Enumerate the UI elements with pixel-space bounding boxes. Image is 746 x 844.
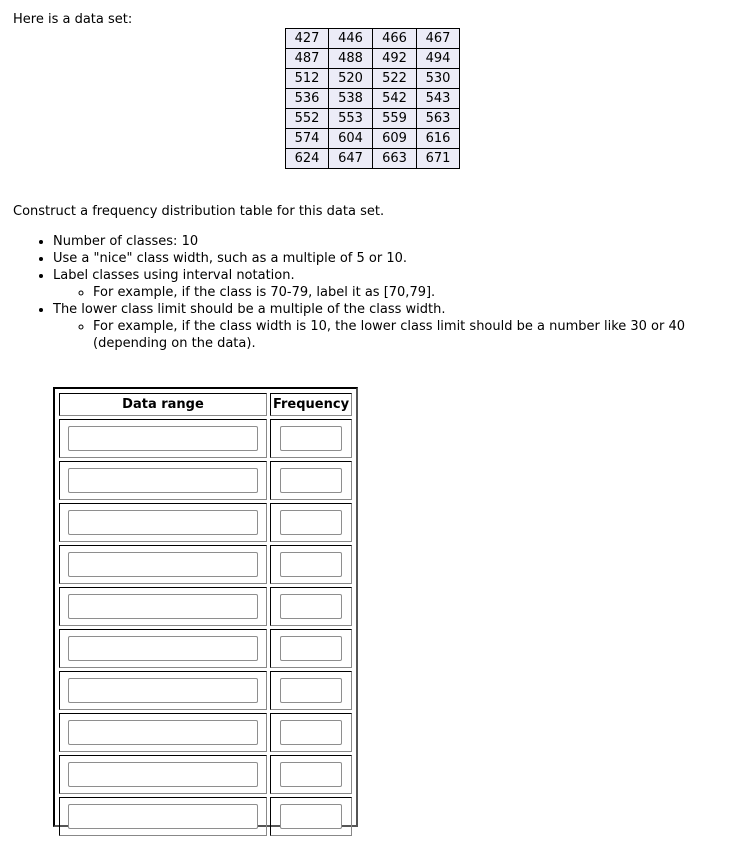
header-data-range: Data range xyxy=(59,393,267,416)
frequency-input[interactable] xyxy=(280,594,342,619)
data-set-table xyxy=(285,28,460,169)
data-range-cell xyxy=(59,629,267,668)
data-range-input[interactable] xyxy=(68,426,258,451)
data-range-input[interactable] xyxy=(68,468,258,493)
data-range-input[interactable] xyxy=(68,510,258,535)
frequency-cell xyxy=(270,461,352,500)
frequency-table-row xyxy=(59,629,352,668)
data-set-row xyxy=(286,29,460,49)
frequency-table-row xyxy=(59,545,352,584)
data-set-cell: 538 xyxy=(329,89,373,109)
bullet-lower-class-limit-text: The lower class limit should be a multiple of the class width. xyxy=(53,302,446,317)
frequency-cell xyxy=(270,503,352,542)
bullet-class-width: • Use a "nice" class width, such as a multiple of 5 or 10. xyxy=(53,250,738,267)
frequency-input[interactable] xyxy=(280,468,342,493)
frequency-table-row xyxy=(59,755,352,794)
data-range-input[interactable] xyxy=(68,594,258,619)
frequency-cell xyxy=(270,587,352,626)
data-set-cell: 543 xyxy=(417,89,460,109)
data-range-input[interactable] xyxy=(68,678,258,703)
frequency-table xyxy=(56,390,355,839)
frequency-cell xyxy=(270,671,352,710)
data-range-cell xyxy=(59,671,267,710)
data-range-cell xyxy=(59,587,267,626)
data-set-cell: 520 xyxy=(329,69,373,89)
data-range-input[interactable] xyxy=(68,804,258,829)
label-classes-sublist xyxy=(53,284,738,301)
frequency-table-row xyxy=(59,419,352,458)
data-set-row xyxy=(286,89,460,109)
data-set-cell: 553 xyxy=(329,109,373,129)
frequency-table-row xyxy=(59,671,352,710)
lower-limit-sublist xyxy=(53,318,738,352)
frequency-cell xyxy=(270,545,352,584)
frequency-input[interactable] xyxy=(280,426,342,451)
data-set-cell: 492 xyxy=(373,49,417,69)
data-range-cell xyxy=(59,797,267,836)
frequency-input[interactable] xyxy=(280,510,342,535)
frequency-table-header-row xyxy=(59,393,352,416)
data-set-cell: 530 xyxy=(417,69,460,89)
frequency-cell xyxy=(270,755,352,794)
frequency-table-frame xyxy=(53,387,358,827)
frequency-cell xyxy=(270,797,352,836)
intro-text: Here is a data set: xyxy=(13,12,133,27)
data-set-cell: 512 xyxy=(286,69,329,89)
frequency-cell xyxy=(270,713,352,752)
frequency-input[interactable] xyxy=(280,552,342,577)
data-range-input[interactable] xyxy=(68,720,258,745)
sub-bullet-lower-example: ◦ For example, if the class width is 10, the lower class limit should be a number like 30 or 40 (depending on the data). xyxy=(93,318,738,352)
data-range-input[interactable] xyxy=(68,636,258,661)
data-set-cell: 536 xyxy=(286,89,329,109)
data-range-cell xyxy=(59,503,267,542)
frequency-input[interactable] xyxy=(280,636,342,661)
data-set-cell: 563 xyxy=(417,109,460,129)
frequency-input[interactable] xyxy=(280,720,342,745)
instructions xyxy=(13,203,738,352)
data-range-cell xyxy=(59,461,267,500)
data-range-input[interactable] xyxy=(68,552,258,577)
sub-bullet-label-example: ◦ For example, if the class is 70-79, label it as [70,79]. xyxy=(93,284,738,301)
instructions-lead: Construct a frequency distribution table for this data set. xyxy=(13,204,385,219)
data-set-cell: 427 xyxy=(286,29,329,49)
frequency-input[interactable] xyxy=(280,762,342,787)
data-set-cell: 552 xyxy=(286,109,329,129)
data-set-cell: 467 xyxy=(417,29,460,49)
frequency-table-row xyxy=(59,587,352,626)
data-set-cell: 494 xyxy=(417,49,460,69)
frequency-input[interactable] xyxy=(280,678,342,703)
frequency-table-row xyxy=(59,713,352,752)
data-range-cell xyxy=(59,713,267,752)
data-set-row xyxy=(286,109,460,129)
frequency-table-row xyxy=(59,461,352,500)
bullet-label-classes xyxy=(53,267,738,301)
data-set-row xyxy=(286,69,460,89)
data-set-row xyxy=(286,129,460,149)
bullet-label-classes-text: Label classes using interval notation. xyxy=(53,268,295,283)
frequency-table-row xyxy=(59,797,352,836)
frequency-cell xyxy=(270,419,352,458)
data-set-row xyxy=(286,49,460,69)
instructions-list xyxy=(13,233,738,352)
data-range-cell xyxy=(59,545,267,584)
data-set-cell: 542 xyxy=(373,89,417,109)
data-set-cell: 609 xyxy=(373,129,417,149)
data-range-cell xyxy=(59,755,267,794)
data-set-cell: 522 xyxy=(373,69,417,89)
data-set-cell: 604 xyxy=(329,129,373,149)
bullet-number-of-classes: • Number of classes: 10 xyxy=(53,233,738,250)
bullet-lower-class-limit xyxy=(53,301,738,352)
data-set-cell: 624 xyxy=(286,149,329,169)
data-set-cell: 574 xyxy=(286,129,329,149)
data-set-cell: 559 xyxy=(373,109,417,129)
data-set-cell: 446 xyxy=(329,29,373,49)
frequency-table-row xyxy=(59,503,352,542)
data-set-cell: 488 xyxy=(329,49,373,69)
data-set-cell: 487 xyxy=(286,49,329,69)
data-set-row xyxy=(286,149,460,169)
data-set-cell: 647 xyxy=(329,149,373,169)
frequency-input[interactable] xyxy=(280,804,342,829)
data-set-cell: 616 xyxy=(417,129,460,149)
data-set-cell: 466 xyxy=(373,29,417,49)
frequency-cell xyxy=(270,629,352,668)
data-range-cell xyxy=(59,419,267,458)
data-set-cell: 671 xyxy=(417,149,460,169)
header-frequency: Frequency xyxy=(270,393,352,416)
data-set-cell: 663 xyxy=(373,149,417,169)
data-range-input[interactable] xyxy=(68,762,258,787)
